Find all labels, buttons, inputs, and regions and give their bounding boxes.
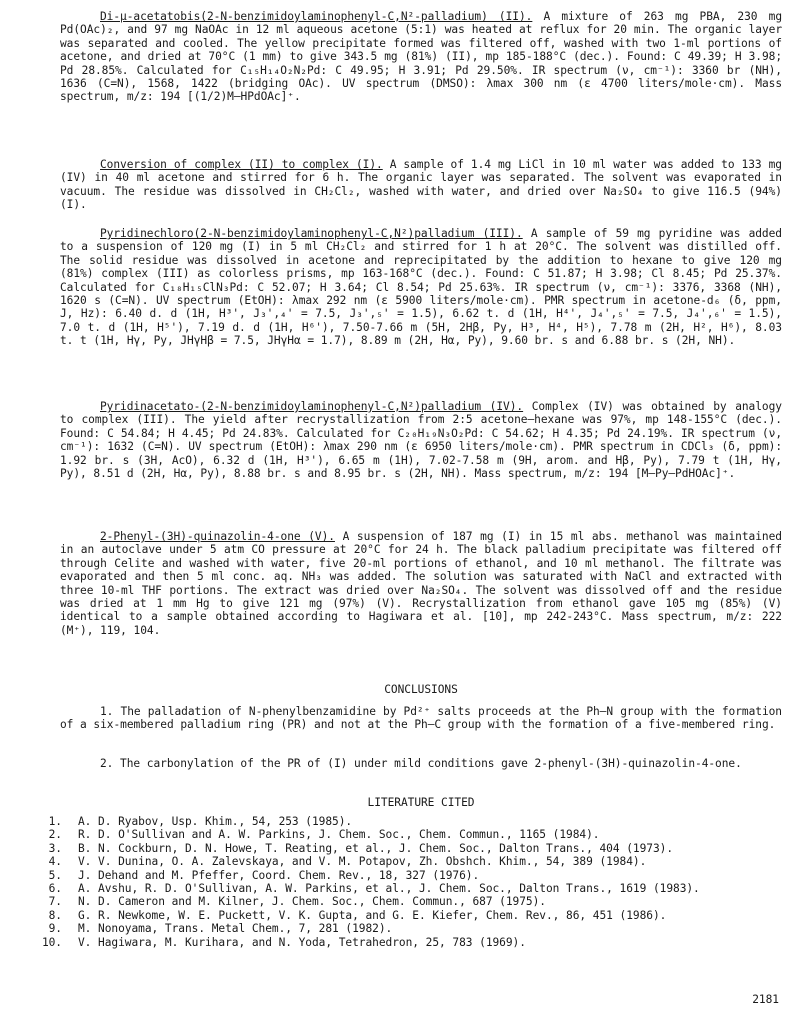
reference-number: 5. [48,868,62,882]
reference-number: 9. [48,922,62,936]
reference-item [40,936,782,949]
paragraph-text: A sample of 59 mg pyridine was added to a suspension of 120 mg (I) in 5 ml CH₂Cl₂ and stirred for 1 h at 20°C. The solvent was distilled off. The solid residue was dissolved in acetone and reprecipitated by the addition to hexane to give 120 mg (81%) complex (III) as colorless prisms, mp 163-168°C (dec.). Found: C 51.87; H 3.98; Cl 8.45; Pd 25.37%. Calculated for C₁₈H₁₅ClN₃Pd: C 52.07; H 3.64; Cl 8.54; Pd 25.63%. IR spectrum (ν, cm⁻¹): 3376, 3368 (NH), 1620 s (C=N). UV spectrum (EtOH): λmax 292 nm (ε 5900 liters/mole·cm). PMR spectrum in acetone-d₆ (δ, ppm, J, Hz): 6.40 d. d (1H, H³', J₃',₄' = 7.5, J₃',₅' = 1.5), 6.62 t. d (1H, H⁴', J₄',₅' = 7.5, J₄',₆' = 1.5), 7.0 t. d (1H, H⁵'), 7.19 d. d (1H, H⁶'), 7.50-7.66 m (5H, 2Hβ, Py, H³, H⁴, H⁵), 7.78 m (2H, H², H⁶), 8.03 t. t (1H, Hγ, Py, JHγHβ = 7.5, JHγHα = 1.7), 8.89 m (2H, Hα, Py), 9.60 br. s and 6.88 br. s (2H, NH). [60,227,782,348]
reference-text: A. D. Ryabov, Usp. Khim., 54, 253 (1985). [78,815,353,828]
reference-text: N. D. Cameron and M. Kilner, J. Chem. Soc., Chem. Commun., 687 (1975). [78,895,546,909]
reference-text: G. R. Newkome, W. E. Puckett, V. K. Gupta, and G. E. Kiefer, Chem. Rev., 86, 451 (1986). [78,908,667,922]
reference-number: 1. [48,815,62,828]
reference-item [40,855,782,868]
conclusion-item-1: 1. The palladation of N-phenylbenzamidine by Pd²⁺ salts proceeds at the Ph–N group with the formation of a six-membered palladium ring (PR) and not at the Ph–C group with the formation of a five-membered ring. [60,705,782,732]
reference-text: R. D. O'Sullivan and A. W. Parkins, J. Chem. Soc., Chem. Commun., 1165 (1984). [78,828,600,842]
reference-number: 10. [41,935,62,949]
paragraph-compound-ii [60,10,782,104]
reference-item [40,828,782,841]
paragraph-compound-iii [60,227,782,348]
paragraph-heading: Pyridinechloro(2-N-benzimidoylaminophenyl-C,N²)palladium (III). [100,227,523,240]
conclusion-item-2: 2. The carbonylation of the PR of (I) under mild conditions gave 2-phenyl-(3H)-quinazolin-4-one. [100,757,742,770]
literature-title: LITERATURE CITED [367,796,475,809]
reference-number: 6. [48,882,62,896]
paragraph-text: Complex (IV) was obtained by analogy to complex (III). The yield after recrystallization from 2:5 acetone–hexane was 97%, mp 148-155°C (dec.). Found: C 54.84; H 4.45; Pd 24.83%. Calculated for C₂₀H₁₉N₃O₂Pd: C 54.62; H 4.35; Pd 24.19%. IR spectrum (ν, cm⁻¹): 1632 (C=N). UV spectrum (EtOH): λmax 290 nm (ε 6950 liters/mole·cm). PMR spectrum in CDCl₃ (δ, ppm): 1.92 br. s (3H, AcO), 6.32 d (1H, H³'), 6.65 m (1H), 7.02-7.58 m (9H, arom. and Hβ, Py), 7.79 t (1H, Hγ, Py), 8.51 d (2H, Hα, Py), 8.88 br. s and 8.95 br. s (2H, NH). Mass spectrum, m/z: 194 [M–Py–PdHOAc]⁺. [60,400,782,481]
reference-list [40,815,782,949]
paragraph-heading: Conversion of complex (II) to complex (I). [100,158,383,171]
page-number: 2181 [752,993,779,1006]
paragraph-text: A sample of 1.4 mg LiCl in 10 ml water was added to 133 mg (IV) in 40 ml acetone and stirred for 6 h. The organic layer was separated. The solvent was evaporated in vacuum. The residue was dissolved in CH₂Cl₂, washed with water, and dried over Na₂SO₄ to give 116.5 (94%) (I). [60,158,782,212]
reference-number: 2. [48,828,62,842]
reference-text: V. V. Dunina, O. A. Zalevskaya, and V. M. Potapov, Zh. Obshch. Khim., 54, 389 (1984). [78,855,647,869]
paragraph-conversion [60,158,782,212]
reference-text: M. Nonoyama, Trans. Metal Chem., 7, 281 (1982). [78,922,393,936]
reference-number: 4. [48,855,62,869]
reference-text: B. N. Cockburn, D. N. Howe, T. Reating, et al., J. Chem. Soc., Dalton Trans., 404 (1973). [78,841,674,855]
reference-item [40,869,782,882]
reference-item [40,895,782,908]
reference-item [40,922,782,935]
reference-item [40,842,782,855]
reference-item [40,882,782,895]
paragraph-text: A mixture of 263 mg PBA, 230 mg Pd(OAc)₂, and 97 mg NaOAc in 12 ml aqueous acetone (5:1) was heated at reflux for 20 min. The organic layer was separated and cooled. The yellow precipitate formed was filtered off, washed with two 1-ml portions of acetone, and dried at 70°C (1 mm) to give 343.5 mg (81%) (II), mp 185-188°C (dec.). Found: C 49.39; H 3.98; Pd 28.85%. Calculated for C₁₅H₁₄O₂N₂Pd: C 49.95; H 3.91; Pd 29.50%. IR spectrum (ν, cm⁻¹): 3360 br (NH), 1636 (C=N), 1568, 1422 (bridging OAc). UV spectrum (DMSO): λmax 300 nm (ε 4700 liters/mole·cm). Mass spectrum, m/z: 194 [(1/2)M–HPdOAc]⁺. [60,10,783,104]
reference-text: J. Dehand and M. Pfeffer, Coord. Chem. Rev., 18, 327 (1976). [78,868,480,882]
paragraph-compound-iv [60,400,782,480]
reference-number: 3. [48,841,62,855]
paragraph-compound-v [60,530,782,637]
reference-text: A. Avshu, R. D. O'Sullivan, A. W. Parkins, et al., J. Chem. Soc., Dalton Trans., 1619 (1983). [78,882,700,896]
reference-text: V. Hagiwara, M. Kurihara, and N. Yoda, Tetrahedron, 25, 783 (1969). [78,935,526,949]
paragraph-heading: Pyridinacetato-(2-N-benzimidoylaminophenyl-C,N²)palladium (IV). [100,400,524,413]
paragraph-text: A suspension of 187 mg (I) in 15 ml abs. methanol was maintained in an autoclave under 5 atm CO pressure at 20°C for 24 h. The black palladium precipitate was filtered off through Celite and washed with water, five 20-ml portions of ethanol, and 10 ml methanol. The filtrate was evaporated and then 5 ml conc. aq. NH₃ was added. The solution was saturated with NaCl and extracted with three 10-ml THF portions. The extract was dried over Na₂SO₄. The solvent was dissolved off and the residue was dried at 1 mm Hg to give 121 mg (97%) (V). Recrystallization from ethanol gave 105 mg (85%) (V) identical to a sample obtained according to Hagiwara et al. [10], mp 242-243°C. Mass spectrum, m/z: 222 (M⁺), 119, 104. [60,530,782,637]
reference-number: 8. [48,908,62,922]
reference-item [40,815,782,828]
reference-item [40,909,782,922]
reference-number: 7. [48,895,62,909]
conclusions-title: CONCLUSIONS [384,683,458,696]
paragraph-heading: Di-μ-acetatobis(2-N-benzimidoylaminophenyl-C,N²-palladium) (II). [100,10,533,23]
paragraph-heading: 2-Phenyl-(3H)-quinazolin-4-one (V). [100,530,335,543]
